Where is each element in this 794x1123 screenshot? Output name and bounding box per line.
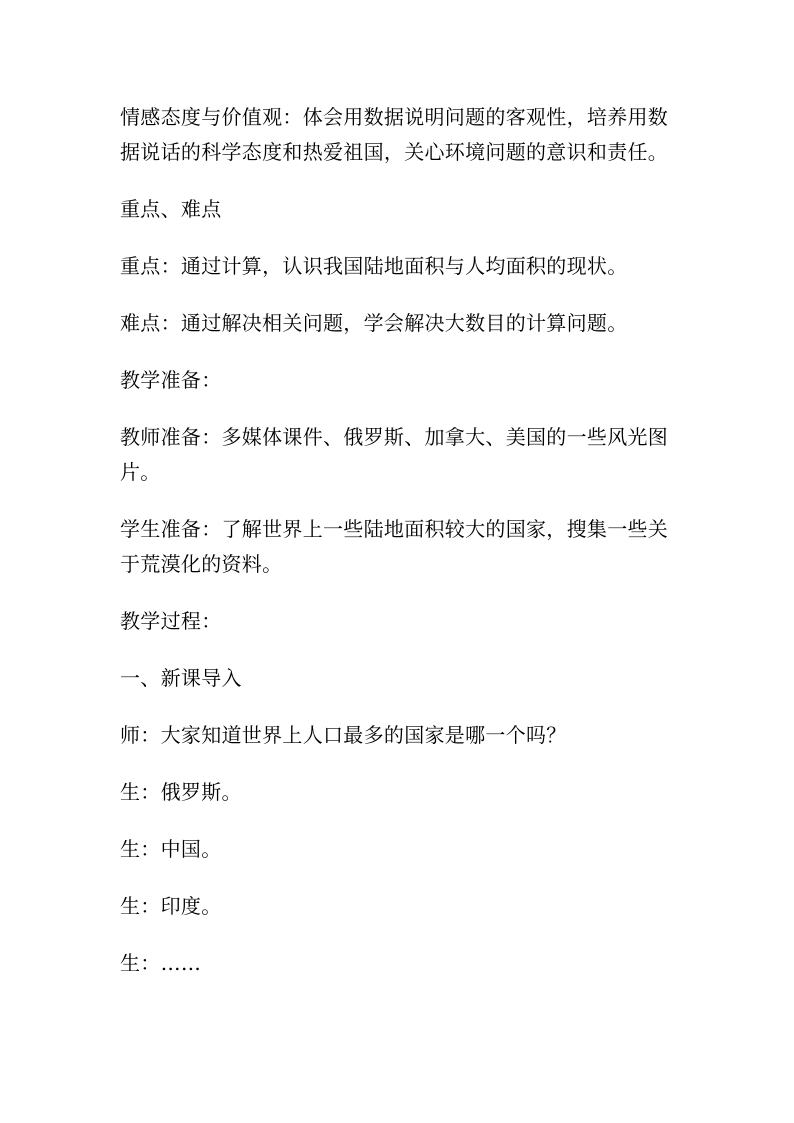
heading-key-difficult-points: 重点、难点 [120, 197, 222, 221]
heading-teaching-process: 教学过程： [120, 609, 222, 633]
heading-teaching-preparation: 教学准备： [120, 368, 222, 392]
dialogue-student-answer-2: 生：中国。 [120, 837, 222, 861]
dialogue-student-answer-1: 生：俄罗斯。 [120, 780, 242, 804]
paragraph-student-preparation: 学生准备：了解世界上一些陆地面积较大的国家，搜集一些关于荒漠化的资料。 [120, 517, 669, 576]
dialogue-student-answer-3: 生：印度。 [120, 894, 222, 918]
dialogue-teacher-question: 师：大家知道世界上人口最多的国家是哪一个吗？ [120, 723, 567, 747]
paragraph-key-point: 重点：通过计算，认识我国陆地面积与人均面积的现状。 [120, 254, 628, 278]
heading-new-lesson-intro: 一、新课导入 [120, 666, 242, 690]
dialogue-student-answer-4: 生：…… [120, 951, 202, 975]
paragraph-teacher-preparation: 教师准备：多媒体课件、俄罗斯、加拿大、美国的一些风光图片。 [120, 425, 669, 484]
paragraph-emotional-attitude-values: 情感态度与价值观：体会用数据说明问题的客观性，培养用数据说话的科学态度和热爱祖国，关心环境问题的意识和责任。 [120, 105, 669, 164]
document-body [120, 100, 678, 1003]
paragraph-difficult-point: 难点：通过解决相关问题，学会解决大数目的计算问题。 [120, 311, 628, 335]
